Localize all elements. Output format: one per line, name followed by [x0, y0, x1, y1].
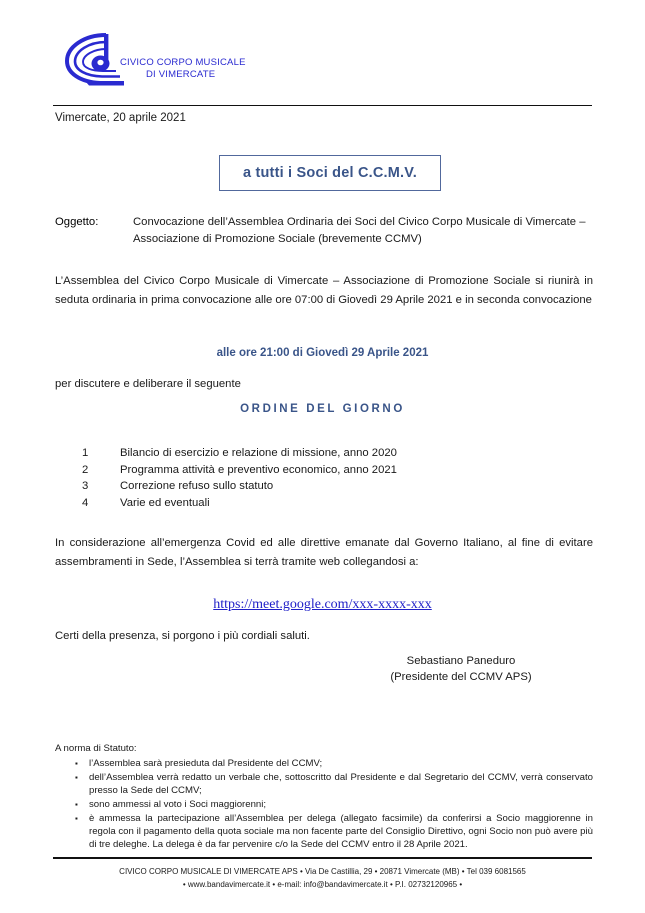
subject-row [55, 214, 595, 248]
page-footer [0, 866, 645, 891]
footer-divider [53, 857, 592, 859]
addressee-text: a tutti i Soci del C.C.M.V. [242, 165, 418, 181]
agenda-item-label: Correzione refuso sullo statuto [120, 480, 274, 492]
logo-line-2: DI VIMERCATE [146, 68, 216, 80]
agenda-list [82, 445, 542, 511]
logo-wordmark [116, 57, 316, 80]
agenda-item-label: Bilancio di esercizio e relazione di missione, anno 2020 [120, 447, 397, 459]
statute-list-item [55, 771, 593, 797]
second-call-time: alle ore 21:00 di Giovedì 29 Aprile 2021 [216, 347, 429, 359]
statute-notes [55, 742, 593, 851]
agenda-item-label: Programma attività e preventivo economico, anno 2021 [120, 463, 397, 476]
paragraph-discutere: per discutere e deliberare il seguente [55, 378, 241, 390]
square-bullet-icon: ▪ [75, 799, 78, 809]
addressee-box [219, 155, 441, 191]
signature-role: (Presidente del CCMV APS) [390, 671, 532, 683]
header-divider [53, 105, 592, 106]
agenda-item [82, 445, 542, 462]
agenda-item-label: Varie ed eventuali [120, 496, 210, 509]
statute-list-item [55, 812, 593, 852]
footer-line-1: CIVICO CORPO MUSICALE DI VIMERCATE APS • Via De Castillia, 29 • 20871 Vimercate (MB) • Tel 039 6081565 [119, 867, 526, 876]
subject-text: Convocazione dell’Assemblea Ordinaria dei Soci del Civico Corpo Musicale di Vimercate – Associazione di Promozione Sociale (brevemente CCMV) [133, 216, 586, 245]
statute-list-item [55, 757, 593, 771]
google-meet-link[interactable]: https://meet.google.com/xxx-xxxx-xxx [213, 597, 432, 612]
statute-item-text: dell’Assemblea verrà redatto un verbale che, sottoscritto dal Presidente e dal Segretario del CCMV, verrà conservato presso la Sede del CCMV; [89, 772, 593, 797]
agenda-item [82, 478, 542, 495]
agenda-item-number: 2 [82, 463, 89, 476]
subject-label: Oggetto: [55, 216, 99, 228]
agenda-title: ORDINE DEL GIORNO [240, 403, 405, 415]
paragraph-saluti: Certi della presenza, si porgono i più cordiali saluti. [55, 630, 310, 642]
paragraph-covid: In considerazione all’emergenza Covid ed alle direttive emanate dal Governo Italiano, al fine di evitare assembramenti in Sede, l’Assemblea si terrà tramite web collegandosi a: [55, 537, 593, 568]
organization-logo [62, 30, 262, 92]
signature-name: Sebastiano Paneduro [406, 655, 516, 667]
paragraph-convocazione: L’Assemblea del Civico Corpo Musicale di Vimercate – Associazione di Promozione Sociale si riunirà in seduta ordinaria in prima convocazione alle ore 07:00 di Giovedì 29 Aprile 2021 e in seconda convocazione [55, 275, 593, 306]
letterhead [0, 0, 645, 100]
statute-heading: A norma di Statuto: [55, 743, 137, 754]
logo-line-1: CIVICO CORPO MUSICALE [120, 57, 246, 68]
square-bullet-icon: ▪ [75, 759, 78, 769]
signature-block [330, 653, 592, 685]
agenda-item-number: 4 [82, 496, 89, 509]
statute-item-text: l’Assemblea sarà presieduta dal Presidente del CCMV; [89, 758, 323, 770]
date-line: Vimercate, 20 aprile 2021 [55, 112, 186, 124]
footer-line-2: • www.bandavimercate.it • e-mail: info@bandavimercate.it • P.I. 02732120965 • [182, 879, 463, 889]
meeting-link-row [0, 595, 645, 613]
agenda-item-number: 3 [82, 480, 89, 492]
square-bullet-icon: ▪ [75, 773, 78, 783]
agenda-item [82, 462, 542, 479]
statute-list-item [55, 798, 593, 812]
agenda-item [82, 495, 542, 512]
agenda-item-number: 1 [82, 447, 89, 459]
square-bullet-icon: ▪ [75, 813, 78, 823]
statute-item-text: sono ammessi al voto i Soci maggiorenni; [89, 798, 267, 810]
statute-item-text: è ammessa la partecipazione all’Assemblea per delega (allegato facsimile) da conferirsi a Socio maggiorenne in regola con il pagamento della quota sociale ma non facente parte del Consiglio Direttivo, ogni Socio non può avere più di tre deleghe. La delega è da far pervenire c/o la Sede del CCMV entro il 28 Aprile 2021. [89, 812, 593, 851]
